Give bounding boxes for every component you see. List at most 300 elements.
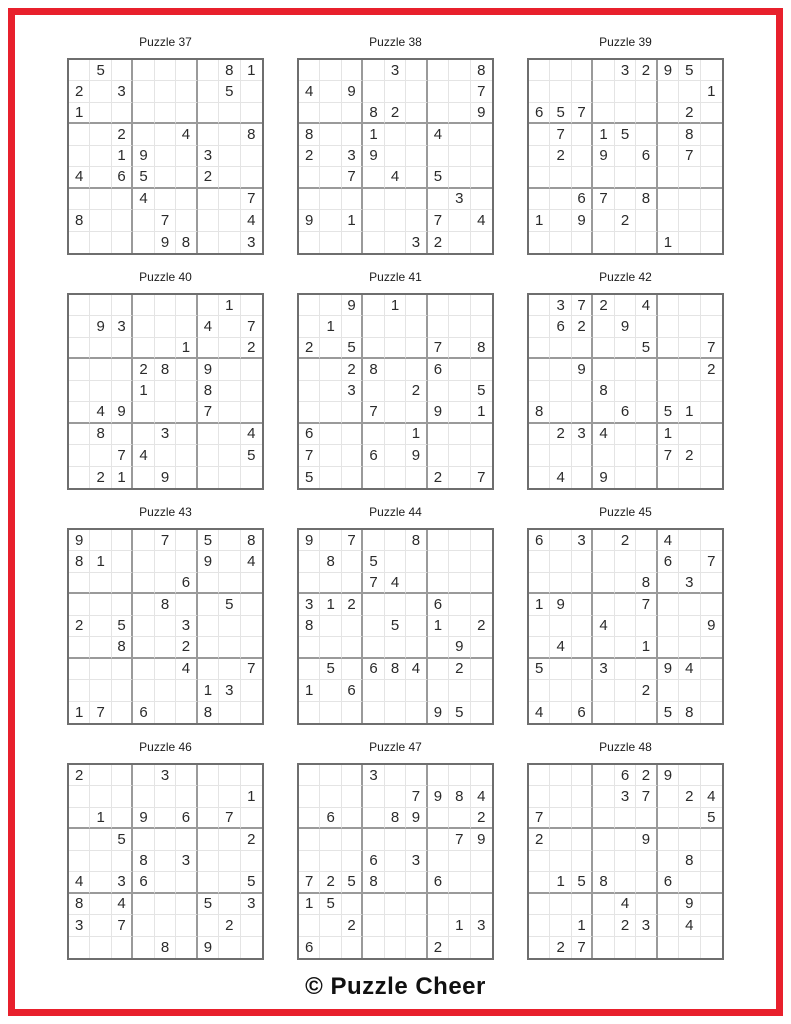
sudoku-cell: 1 xyxy=(529,210,550,231)
sudoku-cell xyxy=(69,295,90,316)
sudoku-cell xyxy=(406,680,427,701)
puzzle-title: Puzzle 48 xyxy=(599,740,652,754)
sudoku-cell: 9 xyxy=(428,702,449,723)
sudoku-cell xyxy=(572,81,593,102)
sudoku-cell xyxy=(471,872,492,893)
sudoku-cell: 8 xyxy=(69,210,90,231)
sudoku-cell: 8 xyxy=(155,594,176,615)
sudoku-cell: 2 xyxy=(241,338,262,359)
sudoku-cell xyxy=(90,659,111,680)
sudoku-cell xyxy=(593,232,614,253)
sudoku-cell xyxy=(615,573,636,594)
sudoku-cell xyxy=(90,616,111,637)
sudoku-cell: 3 xyxy=(593,659,614,680)
sudoku-cell xyxy=(155,316,176,337)
sudoku-cell xyxy=(701,894,722,915)
sudoku-cell xyxy=(550,786,571,807)
sudoku-cell xyxy=(69,937,90,958)
sudoku-cell xyxy=(658,359,679,380)
sudoku-cell xyxy=(299,851,320,872)
sudoku-cell: 7 xyxy=(550,124,571,145)
sudoku-cell: 2 xyxy=(701,359,722,380)
sudoku-cell xyxy=(90,765,111,786)
sudoku-cell xyxy=(658,103,679,124)
sudoku-cell xyxy=(406,937,427,958)
sudoku-cell xyxy=(679,316,700,337)
sudoku-cell xyxy=(385,551,406,572)
sudoku-cell xyxy=(449,359,470,380)
sudoku-cell: 6 xyxy=(529,103,550,124)
sudoku-cell xyxy=(90,937,111,958)
sudoku-cell xyxy=(241,915,262,936)
sudoku-cell xyxy=(529,937,550,958)
sudoku-cell xyxy=(342,829,363,850)
sudoku-cell: 5 xyxy=(219,81,240,102)
sudoku-cell xyxy=(529,381,550,402)
sudoku-cell: 2 xyxy=(572,316,593,337)
sudoku-cell xyxy=(320,915,341,936)
sudoku-cell xyxy=(320,424,341,445)
sudoku-cell xyxy=(133,316,154,337)
sudoku-cell xyxy=(406,103,427,124)
sudoku-cell xyxy=(320,167,341,188)
sudoku-cell xyxy=(112,937,133,958)
sudoku-cell xyxy=(176,167,197,188)
sudoku-cell xyxy=(299,359,320,380)
sudoku-cell xyxy=(342,467,363,488)
sudoku-cell: 4 xyxy=(299,81,320,102)
sudoku-cell xyxy=(198,424,219,445)
sudoku-cell xyxy=(133,424,154,445)
sudoku-cell xyxy=(658,81,679,102)
sudoku-cell xyxy=(529,637,550,658)
sudoku-cell xyxy=(155,402,176,423)
sudoku-cell: 1 xyxy=(550,872,571,893)
sudoku-cell xyxy=(241,295,262,316)
sudoku-cell: 1 xyxy=(658,424,679,445)
sudoku-cell xyxy=(385,424,406,445)
sudoku-cell: 7 xyxy=(428,338,449,359)
sudoku-cell xyxy=(471,594,492,615)
sudoku-cell xyxy=(219,765,240,786)
sudoku-cell xyxy=(69,60,90,81)
sudoku-cell xyxy=(679,872,700,893)
sudoku-cell: 9 xyxy=(701,616,722,637)
sudoku-cell xyxy=(320,103,341,124)
sudoku-grid xyxy=(67,763,264,960)
sudoku-cell xyxy=(428,573,449,594)
sudoku-cell: 4 xyxy=(701,786,722,807)
sudoku-cell xyxy=(241,808,262,829)
sudoku-cell: 6 xyxy=(428,594,449,615)
sudoku-cell: 6 xyxy=(572,189,593,210)
sudoku-cell xyxy=(320,637,341,658)
sudoku-cell xyxy=(449,872,470,893)
sudoku-cell xyxy=(176,316,197,337)
sudoku-cell xyxy=(406,894,427,915)
sudoku-cell xyxy=(133,124,154,145)
sudoku-cell xyxy=(593,573,614,594)
sudoku-cell xyxy=(701,659,722,680)
sudoku-cell xyxy=(176,786,197,807)
sudoku-cell xyxy=(529,851,550,872)
sudoku-cell xyxy=(112,786,133,807)
sudoku-cell xyxy=(133,765,154,786)
sudoku-cell: 4 xyxy=(406,659,427,680)
sudoku-cell: 1 xyxy=(428,616,449,637)
sudoku-cell: 2 xyxy=(406,381,427,402)
sudoku-cell xyxy=(550,573,571,594)
sudoku-cell xyxy=(449,808,470,829)
sudoku-cell xyxy=(176,702,197,723)
sudoku-cell xyxy=(385,232,406,253)
sudoku-cell xyxy=(133,551,154,572)
sudoku-cell xyxy=(658,829,679,850)
sudoku-cell xyxy=(529,765,550,786)
sudoku-cell: 4 xyxy=(529,702,550,723)
sudoku-cell xyxy=(219,103,240,124)
sudoku-cell xyxy=(198,872,219,893)
sudoku-cell xyxy=(198,295,219,316)
sudoku-cell xyxy=(679,829,700,850)
sudoku-cell: 1 xyxy=(133,381,154,402)
sudoku-cell: 8 xyxy=(593,381,614,402)
sudoku-cell xyxy=(219,381,240,402)
sudoku-cell: 8 xyxy=(679,851,700,872)
sudoku-cell xyxy=(155,786,176,807)
sudoku-cell xyxy=(241,594,262,615)
sudoku-cell xyxy=(385,210,406,231)
sudoku-cell xyxy=(658,616,679,637)
sudoku-cell: 1 xyxy=(679,402,700,423)
sudoku-cell: 7 xyxy=(572,295,593,316)
sudoku-cell xyxy=(701,637,722,658)
sudoku-cell xyxy=(363,189,384,210)
sudoku-cell xyxy=(471,573,492,594)
puzzle-title: Puzzle 41 xyxy=(369,270,422,284)
sudoku-cell xyxy=(112,702,133,723)
sudoku-cell xyxy=(572,616,593,637)
sudoku-cell xyxy=(176,445,197,466)
sudoku-cell xyxy=(593,402,614,423)
sudoku-cell: 8 xyxy=(636,573,657,594)
sudoku-cell: 9 xyxy=(471,103,492,124)
sudoku-cell: 9 xyxy=(658,659,679,680)
sudoku-cell xyxy=(572,894,593,915)
sudoku-cell: 9 xyxy=(133,146,154,167)
sudoku-cell xyxy=(550,530,571,551)
sudoku-cell xyxy=(342,702,363,723)
sudoku-cell xyxy=(90,894,111,915)
sudoku-cell xyxy=(112,60,133,81)
sudoku-cell xyxy=(550,81,571,102)
sudoku-cell xyxy=(593,829,614,850)
sudoku-cell xyxy=(406,124,427,145)
sudoku-cell: 2 xyxy=(299,146,320,167)
sudoku-cell xyxy=(428,424,449,445)
sudoku-cell: 8 xyxy=(320,551,341,572)
sudoku-cell xyxy=(471,146,492,167)
sudoku-cell xyxy=(701,424,722,445)
sudoku-cell: 3 xyxy=(449,189,470,210)
puzzle xyxy=(527,27,724,255)
sudoku-cell xyxy=(219,316,240,337)
sudoku-cell: 9 xyxy=(69,530,90,551)
sudoku-cell xyxy=(219,445,240,466)
sudoku-cell xyxy=(593,445,614,466)
sudoku-cell: 1 xyxy=(529,594,550,615)
sudoku-cell xyxy=(198,338,219,359)
sudoku-cell: 3 xyxy=(550,295,571,316)
sudoku-cell xyxy=(198,765,219,786)
sudoku-cell xyxy=(593,702,614,723)
sudoku-cell xyxy=(176,530,197,551)
sudoku-cell xyxy=(550,60,571,81)
sudoku-cell xyxy=(133,103,154,124)
sudoku-cell xyxy=(198,573,219,594)
sudoku-cell: 5 xyxy=(198,894,219,915)
sudoku-cell xyxy=(320,530,341,551)
sudoku-cell: 2 xyxy=(320,872,341,893)
sudoku-cell: 2 xyxy=(241,829,262,850)
sudoku-cell xyxy=(320,573,341,594)
sudoku-cell: 7 xyxy=(342,167,363,188)
sudoku-cell: 3 xyxy=(69,915,90,936)
sudoku-cell xyxy=(636,210,657,231)
sudoku-cell xyxy=(299,402,320,423)
sudoku-cell: 1 xyxy=(219,295,240,316)
sudoku-cell xyxy=(198,829,219,850)
sudoku-cell xyxy=(406,402,427,423)
sudoku-cell xyxy=(701,594,722,615)
sudoku-cell: 8 xyxy=(90,424,111,445)
sudoku-cell: 1 xyxy=(241,60,262,81)
sudoku-cell xyxy=(572,60,593,81)
sudoku-cell: 2 xyxy=(636,60,657,81)
sudoku-cell xyxy=(471,189,492,210)
sudoku-cell xyxy=(529,872,550,893)
sudoku-cell xyxy=(636,167,657,188)
sudoku-cell: 8 xyxy=(363,103,384,124)
sudoku-cell xyxy=(471,359,492,380)
sudoku-cell xyxy=(636,381,657,402)
sudoku-cell xyxy=(385,402,406,423)
sudoku-cell xyxy=(428,146,449,167)
sudoku-cell: 5 xyxy=(471,381,492,402)
sudoku-cell xyxy=(155,338,176,359)
sudoku-cell xyxy=(299,167,320,188)
sudoku-cell: 8 xyxy=(198,381,219,402)
sudoku-cell: 9 xyxy=(406,808,427,829)
sudoku-cell: 5 xyxy=(428,167,449,188)
sudoku-cell: 9 xyxy=(363,146,384,167)
sudoku-cell xyxy=(679,637,700,658)
sudoku-cell xyxy=(342,232,363,253)
sudoku-cell xyxy=(198,210,219,231)
sudoku-cell xyxy=(615,381,636,402)
sudoku-cell: 2 xyxy=(112,124,133,145)
sudoku-cell xyxy=(572,680,593,701)
sudoku-cell xyxy=(241,765,262,786)
sudoku-cell xyxy=(363,60,384,81)
sudoku-cell xyxy=(133,937,154,958)
sudoku-cell xyxy=(636,103,657,124)
sudoku-cell xyxy=(449,894,470,915)
sudoku-cell xyxy=(449,338,470,359)
puzzle xyxy=(527,497,724,725)
sudoku-cell xyxy=(428,659,449,680)
sudoku-cell xyxy=(636,659,657,680)
puzzle xyxy=(527,732,724,960)
sudoku-cell xyxy=(342,851,363,872)
sudoku-cell xyxy=(385,765,406,786)
sudoku-cell xyxy=(320,467,341,488)
sudoku-cell xyxy=(363,702,384,723)
sudoku-cell: 2 xyxy=(428,937,449,958)
sudoku-grid xyxy=(67,293,264,490)
sudoku-cell: 9 xyxy=(133,808,154,829)
sudoku-cell xyxy=(363,338,384,359)
sudoku-cell xyxy=(176,189,197,210)
sudoku-cell xyxy=(363,530,384,551)
sudoku-cell xyxy=(679,765,700,786)
sudoku-cell xyxy=(155,829,176,850)
sudoku-cell: 4 xyxy=(198,316,219,337)
sudoku-cell xyxy=(406,637,427,658)
sudoku-cell: 4 xyxy=(241,424,262,445)
sudoku-cell xyxy=(636,124,657,145)
sudoku-cell: 2 xyxy=(593,295,614,316)
sudoku-cell xyxy=(219,551,240,572)
sudoku-cell xyxy=(342,765,363,786)
sudoku-cell xyxy=(155,851,176,872)
sudoku-cell: 5 xyxy=(342,872,363,893)
sudoku-cell xyxy=(320,60,341,81)
sudoku-cell xyxy=(385,680,406,701)
sudoku-cell xyxy=(363,915,384,936)
sudoku-cell xyxy=(449,616,470,637)
sudoku-cell xyxy=(550,680,571,701)
sudoku-cell xyxy=(679,594,700,615)
sudoku-cell xyxy=(385,829,406,850)
sudoku-cell xyxy=(342,424,363,445)
sudoku-cell xyxy=(658,167,679,188)
sudoku-cell xyxy=(529,146,550,167)
sudoku-cell: 8 xyxy=(363,359,384,380)
sudoku-cell xyxy=(658,573,679,594)
sudoku-cell xyxy=(320,81,341,102)
sudoku-cell xyxy=(449,765,470,786)
sudoku-cell xyxy=(449,381,470,402)
sudoku-cell xyxy=(701,189,722,210)
sudoku-cell xyxy=(449,594,470,615)
sudoku-cell: 3 xyxy=(155,765,176,786)
sudoku-cell: 8 xyxy=(679,702,700,723)
sudoku-cell: 9 xyxy=(342,295,363,316)
sudoku-cell xyxy=(428,765,449,786)
sudoku-cell xyxy=(572,551,593,572)
sudoku-cell xyxy=(241,680,262,701)
sudoku-cell xyxy=(529,124,550,145)
sudoku-cell xyxy=(529,81,550,102)
sudoku-cell: 4 xyxy=(241,210,262,231)
sudoku-cell: 2 xyxy=(529,829,550,850)
sudoku-cell xyxy=(636,937,657,958)
sudoku-cell xyxy=(529,232,550,253)
sudoku-cell xyxy=(679,424,700,445)
sudoku-cell: 8 xyxy=(529,402,550,423)
sudoku-cell xyxy=(593,210,614,231)
sudoku-cell: 2 xyxy=(428,232,449,253)
sudoku-cell: 6 xyxy=(342,680,363,701)
sudoku-cell xyxy=(342,786,363,807)
sudoku-cell: 2 xyxy=(176,637,197,658)
sudoku-cell xyxy=(679,551,700,572)
sudoku-cell xyxy=(701,124,722,145)
sudoku-cell xyxy=(385,915,406,936)
sudoku-cell: 2 xyxy=(550,146,571,167)
puzzle xyxy=(67,497,264,725)
sudoku-cell xyxy=(550,551,571,572)
sudoku-cell: 5 xyxy=(658,702,679,723)
sudoku-cell xyxy=(363,295,384,316)
sudoku-cell xyxy=(593,915,614,936)
sudoku-cell xyxy=(406,551,427,572)
sudoku-cell xyxy=(155,551,176,572)
puzzle-title: Puzzle 37 xyxy=(139,35,192,49)
sudoku-cell: 9 xyxy=(198,359,219,380)
sudoku-cell: 4 xyxy=(69,167,90,188)
sudoku-cell: 2 xyxy=(69,616,90,637)
sudoku-cell xyxy=(385,338,406,359)
sudoku-cell xyxy=(572,402,593,423)
sudoku-cell xyxy=(471,894,492,915)
sudoku-cell xyxy=(112,851,133,872)
sudoku-cell: 2 xyxy=(679,786,700,807)
sudoku-cell: 7 xyxy=(299,872,320,893)
puzzle xyxy=(297,27,494,255)
sudoku-grid xyxy=(297,58,494,255)
sudoku-cell xyxy=(241,851,262,872)
puzzle xyxy=(297,262,494,490)
sudoku-cell: 5 xyxy=(320,659,341,680)
sudoku-cell xyxy=(241,402,262,423)
sudoku-cell xyxy=(679,381,700,402)
sudoku-cell xyxy=(320,702,341,723)
sudoku-cell xyxy=(219,189,240,210)
sudoku-cell xyxy=(658,381,679,402)
sudoku-cell: 2 xyxy=(69,81,90,102)
sudoku-cell xyxy=(155,702,176,723)
sudoku-cell: 1 xyxy=(449,915,470,936)
sudoku-cell xyxy=(112,232,133,253)
sudoku-cell xyxy=(363,808,384,829)
sudoku-cell: 3 xyxy=(247,233,256,251)
sudoku-cell xyxy=(320,359,341,380)
sudoku-cell xyxy=(550,659,571,680)
sudoku-cell xyxy=(176,467,197,488)
sudoku-cell: 2 xyxy=(471,808,492,829)
sudoku-cell xyxy=(219,359,240,380)
sudoku-cell xyxy=(112,381,133,402)
sudoku-cell xyxy=(593,765,614,786)
sudoku-cell xyxy=(406,829,427,850)
sudoku-cell xyxy=(299,381,320,402)
sudoku-cell: 1 xyxy=(320,316,341,337)
sudoku-cell xyxy=(658,338,679,359)
sudoku-cell xyxy=(701,232,722,253)
sudoku-cell xyxy=(363,210,384,231)
